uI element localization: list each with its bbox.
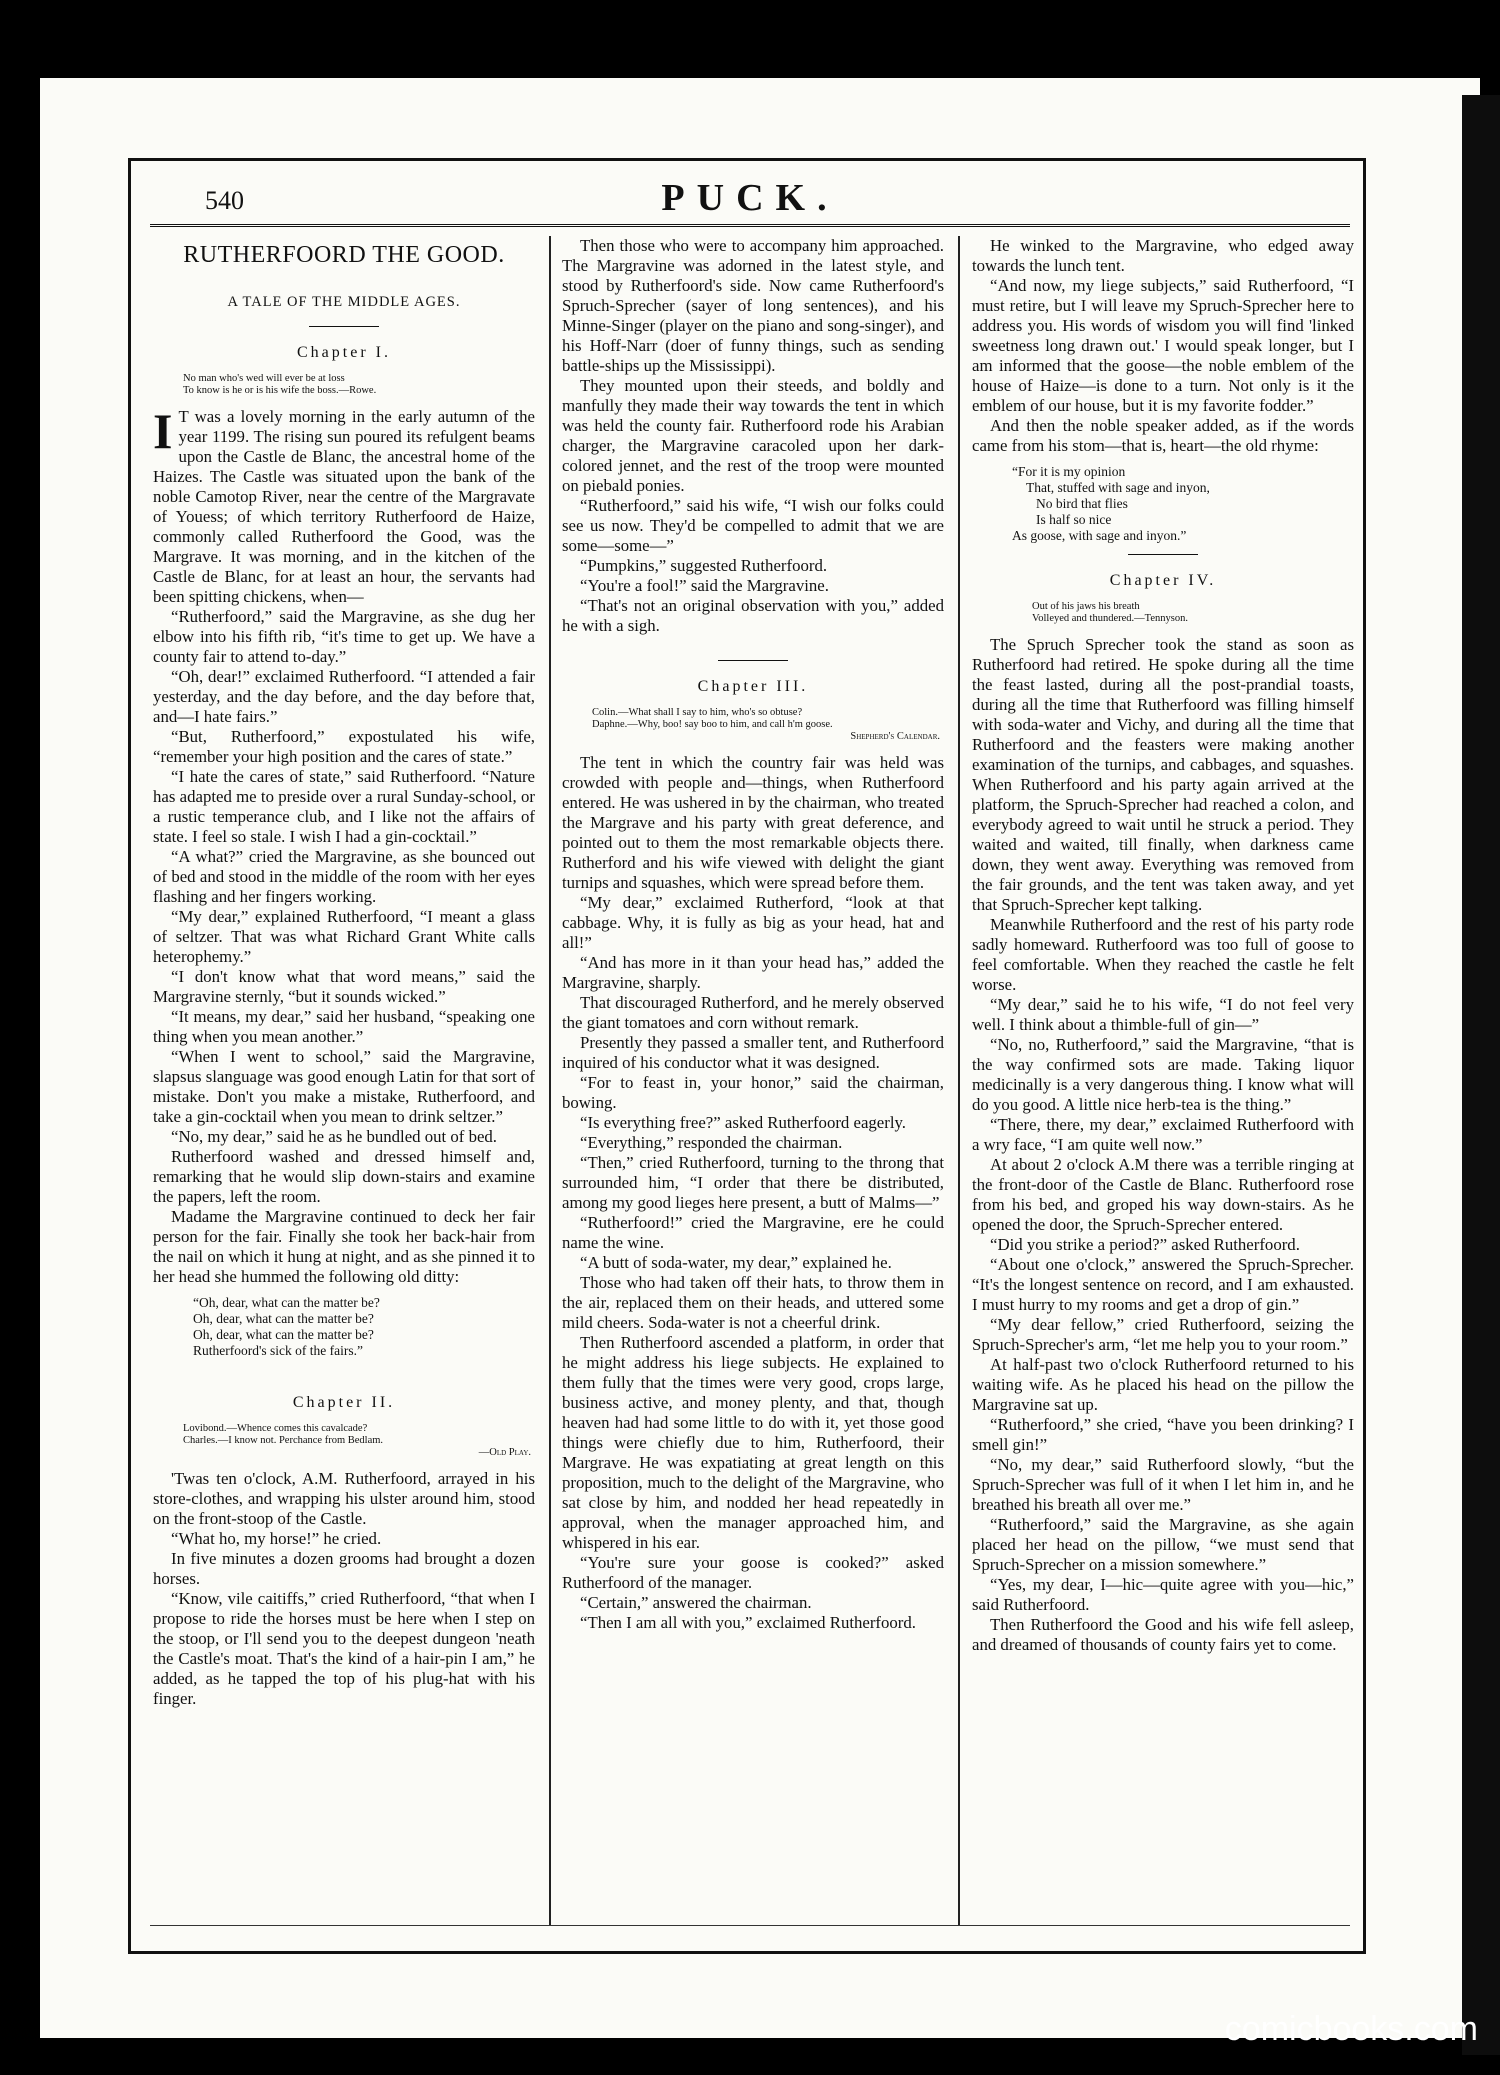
watermark: comicbooks.com bbox=[1224, 2010, 1478, 2048]
paragraph: “My dear,” exclaimed Rutherford, “look at that cabbage. Why, it is fully as big as your head, hat and all!” bbox=[562, 893, 944, 952]
paragraph: “My dear fellow,” cried Rutherfoord, seizing the Spruch-Sprecher's arm, “let me help you to your room.” bbox=[972, 1315, 1354, 1354]
paragraph: Madame the Margravine continued to deck her fair person for the fair. Finally she took her back-hair from the nail on which it hung at night, and as she pinned it to her head she hummed the following old ditty: bbox=[153, 1207, 535, 1286]
paragraph: At half-past two o'clock Rutherfoord returned to his waiting wife. As he placed his head on the pillow the Margravine sat up. bbox=[972, 1355, 1354, 1414]
paragraph: “Then,” cried Rutherfoord, turning to the throng that surrounded him, “I order that there be distributed, among my good lieges here present, a butt of Malms—” bbox=[562, 1153, 944, 1212]
verse-line: “Oh, dear, what can the matter be? bbox=[193, 1295, 380, 1310]
verse-line: That, stuffed with sage and inyon, bbox=[1026, 480, 1210, 495]
column-divider bbox=[958, 236, 960, 1926]
paragraph: “No, no, Rutherfoord,” said the Margravine, “that is the way confirmed sots are made. Taking liquor medicinally is a very dangerous thing. I know what will do you good. A little nice herb-tea is the thing.” bbox=[972, 1035, 1354, 1114]
epigraph-line: Colin.—What shall I say to him, who's so obtuse? bbox=[592, 707, 803, 718]
paragraph: Those who had taken off their hats, to throw them in the air, replaced them on their heads, and uttered some mild cheers. Soda-water is not a cheerful drink. bbox=[562, 1273, 944, 1332]
paragraph: Then Rutherfoord the Good and his wife fell asleep, and dreamed of thousands of county fairs yet to come. bbox=[972, 1615, 1354, 1654]
footer-rule bbox=[150, 1925, 1350, 1926]
epigraph-line: To know is he or is his wife the boss.—Rowe. bbox=[183, 385, 377, 396]
verse-line: “For it is my opinion bbox=[1012, 464, 1126, 479]
paragraph: “No, my dear,” said Rutherfoord slowly, “but the Spruch-Sprecher was full of it when I let him in, and he breathed his breath all over me.” bbox=[972, 1455, 1354, 1514]
chapter-heading: Chapter IV. bbox=[1109, 572, 1217, 589]
paragraph: They mounted upon their steeds, and boldly and manfully they made their way towards the tent in which was held the county fair. Rutherfoord rode his Arabian charger, the Margravine caracoled upon her dark-colored jennet, and the rest of the troop were mounted on piebald ponies. bbox=[562, 376, 944, 495]
paragraph: That discouraged Rutherford, and he merely observed the giant tomatoes and corn without remark. bbox=[562, 993, 944, 1032]
paragraph: In five minutes a dozen grooms had brought a dozen horses. bbox=[153, 1549, 535, 1588]
epigraph-line: No man who's wed will ever be at loss bbox=[183, 373, 345, 384]
paragraph: “And has more in it than your head has,” added the Margravine, sharply. bbox=[562, 953, 944, 992]
paragraph: “You're sure your goose is cooked?” asked Rutherfoord of the manager. bbox=[562, 1553, 944, 1592]
verse bbox=[1012, 464, 1354, 544]
column-3 bbox=[972, 236, 1354, 1906]
divider bbox=[718, 660, 788, 661]
chapter-heading: Chapter I. bbox=[297, 344, 391, 361]
paragraph: “It means, my dear,” said her husband, “speaking one thing when you mean another.” bbox=[153, 1007, 535, 1046]
epigraph bbox=[1032, 601, 1354, 625]
paragraph: “About one o'clock,” answered the Spruch-Sprecher. “It's the longest sentence on record, and I am exhausted. I must hurry to my rooms and get a drop of gin.” bbox=[972, 1255, 1354, 1314]
page-number: 540 bbox=[205, 186, 244, 215]
drop-cap: I bbox=[153, 403, 173, 459]
paragraph: 'Twas ten o'clock, A.M. Rutherfoord, arrayed in his store-clothes, and wrapping his ulster around him, stood on the front-stoop of the Castle. bbox=[153, 1469, 535, 1528]
verse-line: Rutherfoord's sick of the fairs.” bbox=[193, 1343, 364, 1358]
paragraph: “And now, my liege subjects,” said Rutherfoord, “I must retire, but I will leave my Spruch-Sprecher here to address you. His words of wisdom you will find 'linked sweetness long drawn out.' I would speak longer, but I am informed that the goose—the noble emblem of the house of Haize—is done to a turn. Not only is it the emblem of our house, but it is my favorite fodder.” bbox=[972, 276, 1354, 415]
paragraph: “My dear,” said he to his wife, “I do not feel very well. I think about a thimble-full of gin—” bbox=[972, 995, 1354, 1034]
paragraph: “There, there, my dear,” exclaimed Rutherfoord with a wry face, “I am quite well now.” bbox=[972, 1115, 1354, 1154]
epigraph-line: Lovibond.—Whence comes this cavalcade? bbox=[183, 1423, 368, 1434]
paragraph: Rutherfoord washed and dressed himself and, remarking that he would slip down-stairs and examine the papers, left the room. bbox=[153, 1147, 535, 1206]
epigraph-line: Out of his jaws his breath bbox=[1032, 601, 1140, 612]
chapter-heading: Chapter III. bbox=[697, 678, 809, 695]
epigraph bbox=[592, 707, 944, 743]
paragraph: “Know, vile caitiffs,” cried Rutherfoord, “that when I propose to ride the horses must be here when I step on the stoop, or I'll send you to the deepest dungeon 'neath the Castle's moat. That's the kind of a hair-pin I am,” he added, as he tapped the top of his plug-hat with his finger. bbox=[153, 1589, 535, 1708]
paragraph: “I hate the cares of state,” said Rutherfoord. “Nature has adapted me to preside over a rural Sunday-school, or a rustic temperance club, and I like not the affairs of state. I feel so stale. I wish I had a gin-cocktail.” bbox=[153, 767, 535, 846]
paragraph: The tent in which the country fair was held was crowded with people and—things, when Rutherfoord entered. He was ushered in by the chairman, who treated the Margrave and his party with great deference, and pointed out to them the most remarkable objects there. Rutherford and his wife viewed with delight the giant turnips and squashes, which were spread before them. bbox=[562, 753, 944, 892]
epigraph-line: Volleyed and thundered.—Tennyson. bbox=[1032, 613, 1188, 624]
paragraph: “Then I am all with you,” exclaimed Rutherfoord. bbox=[580, 1613, 916, 1632]
verse-line: As goose, with sage and inyon.” bbox=[1012, 528, 1187, 543]
column-1 bbox=[153, 236, 535, 1906]
paragraph: “Rutherfoord,” said the Margravine, as she again placed her head on the pillow, “we must send that Spruch-Sprecher on a mission somewhere.” bbox=[972, 1515, 1354, 1574]
page-edge-shadow bbox=[1462, 95, 1500, 2055]
verse bbox=[193, 1295, 535, 1359]
paragraph: “Certain,” answered the chairman. bbox=[580, 1593, 812, 1612]
chapter-heading: Chapter II. bbox=[292, 1394, 396, 1411]
paragraph: Presently they passed a smaller tent, and Rutherfoord inquired of his conductor what it was designed. bbox=[562, 1033, 944, 1072]
paragraph: Meanwhile Rutherfoord and the rest of his party rode sadly homeward. Rutherfoord was too full of goose to feel comfortable. When they reached the castle he felt worse. bbox=[972, 915, 1354, 994]
epigraph-source: Shepherd's Calendar. bbox=[850, 731, 940, 742]
paragraph: “No, my dear,” said he as he bundled out of bed. bbox=[171, 1127, 497, 1146]
paragraph: “Pumpkins,” suggested Rutherfoord. bbox=[580, 556, 828, 575]
epigraph-source: —Old Play. bbox=[478, 1447, 531, 1458]
paragraph: “Rutherfoord,” said his wife, “I wish our folks could see us now. They'd be compelled to admit that we are some—some—” bbox=[562, 496, 944, 555]
paragraph: And then the noble speaker added, as if the words came from his stom—that is, heart—the old rhyme: bbox=[972, 416, 1354, 455]
paragraph: “Rutherfoord,” she cried, “have you been drinking? I smell gin!” bbox=[972, 1415, 1354, 1454]
verse-line: Is half so nice bbox=[1036, 512, 1112, 527]
paragraph: “Is everything free?” asked Rutherfoord eagerly. bbox=[580, 1113, 906, 1132]
divider bbox=[1128, 554, 1198, 555]
epigraph bbox=[183, 373, 535, 397]
paragraph: Then those who were to accompany him approached. The Margravine was adorned in the latest style, and stood by Rutherfoord's side. Now came Rutherfoord's Spruch-Sprecher (sayer of long sentences), and his Minne-Singer (player on the piano and song-singer), and his Hoff-Narr (doer of funny things, such as sending battle-ships up the Mississippi). bbox=[562, 236, 944, 375]
masthead: PUCK. bbox=[661, 177, 839, 219]
story-title: RUTHERFOORD THE GOOD. bbox=[183, 242, 505, 268]
story-subtitle: A TALE OF THE MIDDLE AGES. bbox=[227, 294, 461, 310]
epigraph-line: Daphne.—Why, boo! say boo to him, and call h'm goose. bbox=[592, 719, 833, 730]
paragraph: Then Rutherfoord ascended a platform, in order that he might address his liege subjects. He explained to them fully that the times were very good, crops large, business active, and money plenty, and that, though heaven had had some little to do with it, yet those good things were chiefly due to him, Rutherfoord, their Margrave. He was expatiating at great length on this proposition, much to the delight of the Margravine, who sat close by him, and nodded her head repeatedly in approval, when the manager approached him, and whispered in his ear. bbox=[562, 1333, 944, 1552]
paragraph: He winked to the Margravine, who edged away towards the lunch tent. bbox=[972, 236, 1354, 275]
paragraph: The Spruch Sprecher took the stand as soon as Rutherfoord had retired. He spoke during all the time the feast lasted, during all the post-prandial toasts, during all the time that Rutherfoord was filling himself with soda-water and Vichy, and during all the time that Rutherfoord and the feasters were making another examination of the turnips, and cabbages, and squashes. When Rutherfoord and his party again arrived at the platform, the Spruch-Sprecher had reached a colon, and everybody agreed to wait until he struck a period. They waited and waited, till finally, when darkness came down, they went away. Everything was removed from the fair grounds, and the tent was taken away, and yet that Spruch-Sprecher kept talking. bbox=[972, 635, 1354, 914]
column-divider bbox=[549, 236, 551, 1926]
paragraph: “Yes, my dear, I—hic—quite agree with you—hic,” said Rutherfoord. bbox=[972, 1575, 1354, 1614]
paragraph: “What ho, my horse!” he cried. bbox=[171, 1529, 382, 1548]
epigraph-line: Charles.—I know not. Perchance from Bedlam. bbox=[183, 1435, 384, 1446]
paragraph: “My dear,” explained Rutherfoord, “I meant a glass of seltzer. That was what Richard Grant White calls heterophemy.” bbox=[153, 907, 535, 966]
verse-line: No bird that flies bbox=[1036, 496, 1128, 511]
verse-line: Oh, dear, what can the matter be? bbox=[193, 1311, 374, 1326]
column-2 bbox=[562, 236, 944, 1906]
verse-line: Oh, dear, what can the matter be? bbox=[193, 1327, 374, 1342]
divider bbox=[309, 326, 379, 327]
paragraph: “A what?” cried the Margravine, as she bounced out of bed and stood in the middle of the room with her eyes flashing and her fingers working. bbox=[153, 847, 535, 906]
paragraph: T was a lovely morning in the early autumn of the year 1199. The rising sun poured its refulgent beams upon the Castle de Blanc, the ancestral home of the Haizes. The Castle was situated upon the bank of the noble Camotop River, near the centre of the Margravate of Youess; of which territory Rutherfoord de Haize, commonly called Rutherfoord the Good, was the Margrave. It was morning, and in the kitchen of the Castle de Blanc, for at least an hour, the servants had been spitting chickens, when— bbox=[153, 407, 535, 606]
paragraph: “Rutherfoord!” cried the Margravine, ere he could name the wine. bbox=[562, 1213, 944, 1252]
paragraph: “Did you strike a period?” asked Rutherfoord. bbox=[990, 1235, 1300, 1254]
paragraph: “But, Rutherfoord,” expostulated his wife, “remember your high position and the cares of state.” bbox=[153, 727, 535, 766]
paragraph: “That's not an original observation with you,” added he with a sigh. bbox=[562, 596, 944, 635]
paragraph: “For to feast in, your honor,” said the chairman, bowing. bbox=[562, 1073, 944, 1112]
paragraph: “Rutherfoord,” said the Margravine, as she dug her elbow into his fifth rib, “it's time to get up. We have a county fair to attend to-day.” bbox=[153, 607, 535, 666]
paragraph: “I don't know what that word means,” said the Margravine sternly, “but it sounds wicked.” bbox=[153, 967, 535, 1006]
epigraph bbox=[183, 1423, 535, 1459]
paragraph: “You're a fool!” said the Margravine. bbox=[580, 576, 829, 595]
paragraph: “When I went to school,” said the Margravine, slapsus slanguage was good enough Latin for that sort of mistake. Don't you make a mistake, Rutherfoord, and take a gin-cocktail when you mean to drink seltzer.” bbox=[153, 1047, 535, 1126]
paragraph: “A butt of soda-water, my dear,” explained he. bbox=[580, 1253, 892, 1272]
paragraph: At about 2 o'clock A.M there was a terrible ringing at the front-door of the Castle de Blanc. Rutherfoord rose from his bed, and groped his way down-stairs. As he opened the door, the Spruch-Sprecher entered. bbox=[972, 1155, 1354, 1234]
paragraph: “Oh, dear!” exclaimed Rutherfoord. “I attended a fair yesterday, and the day before, and the day before that, and—I hate fairs.” bbox=[153, 667, 535, 726]
header-rule bbox=[150, 224, 1350, 227]
paragraph: “Everything,” responded the chairman. bbox=[580, 1133, 843, 1152]
